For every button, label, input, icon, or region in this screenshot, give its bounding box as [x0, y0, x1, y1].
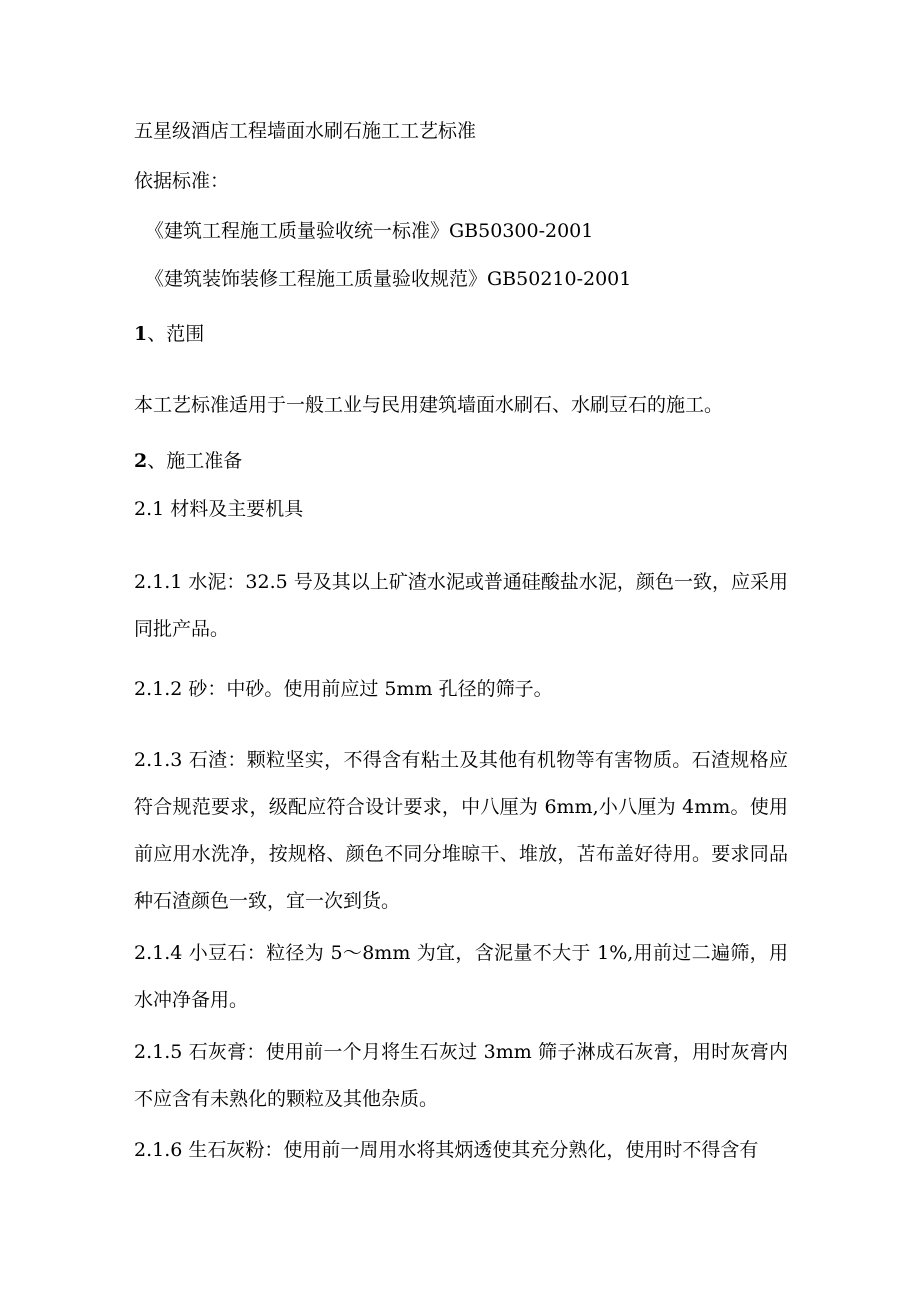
section-title: 、范围	[147, 323, 205, 345]
standard-item: 《建筑装饰装修工程施工质量验收规范》GB50210-2001	[145, 268, 632, 290]
list-item: 2.1.6 生石灰粉：使用前一周用水将其炳透使其充分熟化，使用时不得含有	[134, 1139, 759, 1161]
list-item: 2.1.1 水泥：32.5 号及其以上矿渣水泥或普通硅酸盐水泥，颜色一致，应采用同批产品。	[134, 571, 788, 640]
subsection-heading: 2.1 材料及主要机具	[134, 498, 304, 520]
section-heading	[134, 321, 204, 347]
list-item: 2.1.5 石灰膏：使用前一个月将生石灰过 3mm 筛子淋成石灰膏，用时灰膏内不应含有未熟化的颗粒及其他杂质。	[134, 1041, 788, 1110]
list-item: 2.1.2 砂：中砂。使用前应过 5mm 孔径的筛子。	[134, 678, 553, 700]
list-item: 2.1.4 小豆石：粒径为 5～8mm 为宜，含泥量不大于 1%,用前过二遍筛，用水冲净备用。	[134, 942, 788, 1011]
section-number: 1	[134, 323, 148, 345]
list-item: 2.1.3 石渣：颗粒坚实，不得含有粘土及其他有机物等有害物质。石渣规格应符合规范要求，级配应符合设计要求，中八厘为 6mm,小八厘为 4mm。使用前应用水洗净，按规格、颜色不同分堆晾干、堆放，苫布盖好待用。要求同品种石渣颜色一致，宜一次到货。	[134, 749, 788, 912]
section-heading	[134, 448, 242, 474]
section-number: 2	[134, 450, 148, 472]
standard-item: 《建筑工程施工质量验收统一标准》GB50300-2001	[145, 220, 594, 242]
document-title: 五星级酒店工程墙面水刷石施工工艺标准	[134, 120, 477, 142]
section-body: 本工艺标准适用于一般工业与民用建筑墙面水刷石、水刷豆石的施工。	[134, 394, 724, 416]
section-title: 、施工准备	[147, 450, 243, 472]
basis-label: 依据标准：	[134, 170, 230, 192]
